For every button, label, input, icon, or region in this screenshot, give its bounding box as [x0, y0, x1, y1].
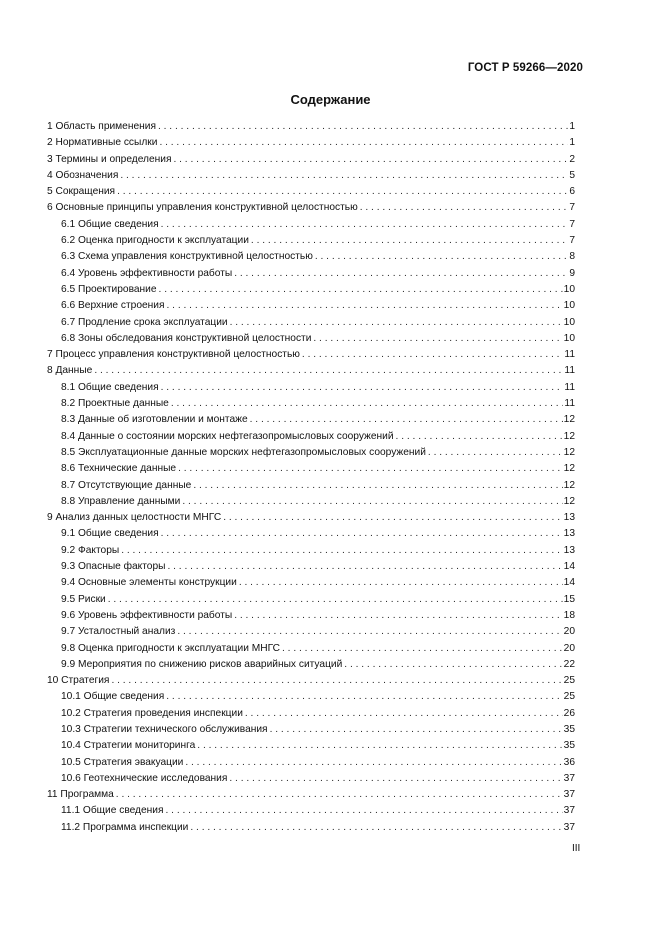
- toc-entry-page: 25: [563, 675, 575, 687]
- toc-entry-page: 36: [563, 756, 575, 768]
- document-code: ГОСТ Р 59266—2020: [467, 62, 583, 74]
- toc-entry-label: 11.1 Общие сведения: [61, 805, 164, 817]
- toc-entry[interactable]: [47, 119, 575, 135]
- toc-dot-leader: [159, 135, 568, 151]
- toc-entry-page: 7: [569, 218, 575, 230]
- toc-dot-leader: [251, 233, 568, 249]
- toc-entry[interactable]: [47, 771, 575, 787]
- toc-entry-page: 10: [563, 332, 575, 344]
- toc-dot-leader: [116, 787, 563, 803]
- toc-entry-label: 6.6 Верхние строения: [61, 300, 165, 312]
- toc-dot-leader: [223, 510, 562, 526]
- toc-entry[interactable]: [47, 803, 575, 819]
- toc-entry-label: 6.4 Уровень эффективности работы: [61, 267, 233, 279]
- toc-dot-leader: [302, 347, 564, 363]
- toc-dot-leader: [360, 200, 569, 216]
- toc-entry[interactable]: [47, 266, 575, 282]
- toc-dot-leader: [282, 641, 563, 657]
- toc-dot-leader: [193, 478, 562, 494]
- toc-entry-label: 9.1 Общие сведения: [61, 528, 159, 540]
- toc-entry-label: 2 Нормативные ссылки: [47, 137, 158, 149]
- toc-entry[interactable]: [47, 282, 575, 298]
- table-of-contents: [47, 119, 575, 836]
- toc-entry-page: 10: [563, 316, 575, 328]
- toc-entry-page: 20: [563, 626, 575, 638]
- toc-dot-leader: [250, 412, 563, 428]
- toc-entry[interactable]: [47, 641, 575, 657]
- toc-entry[interactable]: [47, 706, 575, 722]
- toc-dot-leader: [171, 396, 564, 412]
- toc-entry[interactable]: [47, 673, 575, 689]
- toc-entry-page: 18: [563, 609, 575, 621]
- toc-entry-page: 1: [569, 121, 575, 132]
- toc-entry[interactable]: [47, 152, 575, 168]
- toc-entry-label: 8.4 Данные о состоянии морских нефтегазопромысловых сооружений: [61, 430, 394, 442]
- toc-entry[interactable]: [47, 559, 575, 575]
- toc-entry[interactable]: [47, 510, 575, 526]
- toc-entry-label: 6.5 Проектирование: [61, 283, 157, 295]
- toc-dot-leader: [166, 689, 562, 705]
- toc-entry-page: 35: [563, 740, 575, 752]
- toc-dot-leader: [158, 119, 568, 135]
- toc-entry-label: 10.4 Стратегии мониторинга: [61, 740, 196, 752]
- toc-entry-page: 37: [563, 821, 575, 833]
- toc-entry[interactable]: [47, 445, 575, 461]
- toc-entry-label: 9.4 Основные элементы конструкции: [61, 577, 237, 589]
- toc-entry-page: 12: [563, 430, 575, 442]
- toc-dot-leader: [315, 249, 568, 265]
- toc-entry[interactable]: [47, 738, 575, 754]
- toc-entry-page: 15: [563, 593, 575, 605]
- toc-dot-leader: [173, 152, 568, 168]
- toc-entry[interactable]: [47, 657, 575, 673]
- toc-dot-leader: [161, 526, 563, 542]
- toc-entry[interactable]: [47, 331, 575, 347]
- toc-entry-label: 11 Программа: [47, 789, 114, 801]
- toc-entry-page: 13: [563, 528, 575, 540]
- toc-entry-page: 14: [563, 561, 575, 573]
- toc-entry-page: 11: [564, 349, 575, 361]
- toc-entry[interactable]: [47, 624, 575, 640]
- toc-entry-page: 37: [563, 805, 575, 817]
- toc-dot-leader: [197, 738, 562, 754]
- toc-dot-leader: [167, 298, 563, 314]
- toc-entry-page: 12: [563, 479, 575, 491]
- toc-entry-label: 4 Обозначения: [47, 169, 119, 181]
- toc-entry[interactable]: [47, 217, 575, 233]
- toc-entry[interactable]: [47, 478, 575, 494]
- toc-dot-leader: [396, 429, 563, 445]
- toc-entry-label: 8.8 Управление данными: [61, 495, 181, 507]
- toc-entry-page: 26: [563, 707, 575, 719]
- toc-entry-page: 11: [564, 365, 575, 377]
- toc-dot-leader: [185, 755, 562, 771]
- toc-entry-label: 8.5 Эксплуатационные данные морских нефтегазопромысловых сооружений: [61, 446, 426, 458]
- toc-dot-leader: [230, 315, 563, 331]
- toc-entry[interactable]: [47, 543, 575, 559]
- toc-entry-label: 6.2 Оценка пригодности к эксплуатации: [61, 235, 249, 247]
- toc-entry-label: 8.6 Технические данные: [61, 463, 177, 475]
- toc-dot-leader: [229, 771, 562, 787]
- toc-entry-label: 10.3 Стратегии технического обслуживания: [61, 723, 268, 735]
- toc-dot-leader: [245, 706, 563, 722]
- toc-entry-label: 6 Основные принципы управления конструктивной целостностью: [47, 202, 358, 214]
- toc-entry-label: 9.9 Мероприятия по снижению рисков аварийных ситуаций: [61, 658, 343, 670]
- toc-dot-leader: [94, 363, 563, 379]
- toc-entry-label: 8.1 Общие сведения: [61, 381, 159, 393]
- toc-entry-page: 12: [563, 495, 575, 507]
- toc-entry-page: 37: [563, 789, 575, 801]
- toc-entry[interactable]: [47, 412, 575, 428]
- toc-entry-label: 10.2 Стратегия проведения инспекции: [61, 707, 243, 719]
- toc-entry[interactable]: [47, 363, 575, 379]
- toc-entry-page: 13: [563, 544, 575, 556]
- toc-dot-leader: [239, 575, 563, 591]
- toc-entry-label: 9.3 Опасные факторы: [61, 561, 166, 573]
- toc-entry-label: 8.2 Проектные данные: [61, 398, 169, 410]
- toc-entry-label: 11.2 Программа инспекции: [61, 821, 189, 833]
- toc-entry-label: 9.2 Факторы: [61, 544, 120, 556]
- toc-entry-page: 1: [569, 137, 575, 149]
- toc-entry-label: 6.1 Общие сведения: [61, 218, 159, 230]
- toc-dot-leader: [270, 722, 563, 738]
- toc-entry[interactable]: [47, 787, 575, 803]
- toc-dot-leader: [167, 559, 562, 575]
- toc-dot-leader: [344, 657, 562, 673]
- toc-entry-label: 10.6 Геотехнические исследования: [61, 772, 228, 784]
- toc-entry-page: 14: [563, 577, 575, 589]
- toc-entry-page: 10: [563, 283, 575, 295]
- toc-entry-page: 12: [563, 446, 575, 458]
- toc-entry-label: 9.5 Риски: [61, 593, 106, 605]
- toc-dot-leader: [120, 168, 568, 184]
- toc-dot-leader: [121, 543, 562, 559]
- toc-entry-label: 10 Стратегия: [47, 675, 110, 687]
- toc-entry[interactable]: [47, 380, 575, 396]
- toc-dot-leader: [313, 331, 562, 347]
- toc-entry-page: 11: [564, 398, 575, 410]
- toc-entry-label: 9.8 Оценка пригодности к эксплуатации МНГС: [61, 642, 280, 654]
- toc-dot-leader: [117, 184, 568, 200]
- toc-dot-leader: [111, 673, 562, 689]
- toc-dot-leader: [161, 217, 569, 233]
- toc-entry-page: 12: [563, 414, 575, 426]
- toc-entry-page: 13: [563, 512, 575, 524]
- toc-entry-label: 6.8 Зоны обследования конструктивной целостности: [61, 332, 312, 344]
- toc-entry-label: 9.7 Усталостный анализ: [61, 626, 176, 638]
- toc-dot-leader: [108, 592, 563, 608]
- toc-entry[interactable]: [47, 347, 575, 363]
- toc-entry[interactable]: [47, 135, 575, 151]
- toc-entry-label: 9.6 Уровень эффективности работы: [61, 609, 233, 621]
- toc-entry-label: 8.7 Отсутствующие данные: [61, 479, 192, 491]
- toc-title: Содержание: [290, 92, 371, 107]
- toc-entry[interactable]: [47, 608, 575, 624]
- toc-entry[interactable]: [47, 298, 575, 314]
- page-number: III: [572, 843, 581, 854]
- toc-entry[interactable]: [47, 592, 575, 608]
- toc-entry-label: 10.1 Общие сведения: [61, 691, 165, 703]
- toc-entry-label: 10.5 Стратегия эвакуации: [61, 756, 184, 768]
- toc-entry[interactable]: [47, 168, 575, 184]
- toc-entry-page: 7: [569, 202, 575, 214]
- toc-entry[interactable]: [47, 526, 575, 542]
- toc-entry[interactable]: [47, 575, 575, 591]
- toc-dot-leader: [161, 380, 564, 396]
- toc-entry[interactable]: [47, 820, 575, 836]
- toc-entry-page: 5: [569, 169, 575, 181]
- toc-entry-label: 8 Данные: [47, 365, 93, 377]
- toc-entry-label: 5 Сокращения: [47, 186, 116, 198]
- toc-entry[interactable]: [47, 494, 575, 510]
- toc-entry-page: 11: [564, 381, 575, 393]
- toc-dot-leader: [234, 266, 568, 282]
- toc-entry[interactable]: [47, 200, 575, 216]
- toc-entry-page: 22: [563, 658, 575, 670]
- toc-entry-page: 9: [569, 267, 575, 279]
- toc-entry-label: 9 Анализ данных целостности МНГС: [47, 512, 222, 524]
- toc-entry-label: 3 Термины и определения: [47, 153, 172, 165]
- toc-entry-page: 2: [569, 153, 575, 165]
- toc-dot-leader: [159, 282, 563, 298]
- toc-entry[interactable]: [47, 249, 575, 265]
- toc-entry-label: 8.3 Данные об изготовлении и монтаже: [61, 414, 248, 426]
- toc-dot-leader: [428, 445, 563, 461]
- toc-entry-page: 8: [569, 251, 575, 263]
- toc-entry-page: 12: [563, 463, 575, 475]
- toc-entry[interactable]: [47, 461, 575, 477]
- toc-entry-label: 6.7 Продление срока эксплуатации: [61, 316, 228, 328]
- toc-entry[interactable]: [47, 315, 575, 331]
- toc-entry-page: 6: [569, 186, 575, 198]
- toc-entry-page: 25: [563, 691, 575, 703]
- toc-entry-page: 20: [563, 642, 575, 654]
- toc-entry[interactable]: [47, 689, 575, 705]
- toc-dot-leader: [166, 803, 563, 819]
- toc-dot-leader: [182, 494, 562, 510]
- toc-dot-leader: [178, 461, 563, 477]
- toc-entry-page: 10: [563, 300, 575, 312]
- toc-entry-page: 35: [563, 723, 575, 735]
- toc-entry[interactable]: [47, 184, 575, 200]
- toc-entry-label: 1 Область применения: [47, 121, 156, 132]
- toc-dot-leader: [234, 608, 562, 624]
- toc-entry-page: 7: [569, 235, 575, 247]
- toc-entry-label: 7 Процесс управления конструктивной целостностью: [47, 349, 300, 361]
- toc-entry-label: 6.3 Схема управления конструктивной целостностью: [61, 251, 313, 263]
- toc-dot-leader: [190, 820, 562, 836]
- toc-entry[interactable]: [47, 722, 575, 738]
- toc-entry[interactable]: [47, 396, 575, 412]
- toc-entry[interactable]: [47, 755, 575, 771]
- toc-entry[interactable]: [47, 429, 575, 445]
- toc-entry[interactable]: [47, 233, 575, 249]
- toc-entry-page: 37: [563, 772, 575, 784]
- toc-dot-leader: [177, 624, 562, 640]
